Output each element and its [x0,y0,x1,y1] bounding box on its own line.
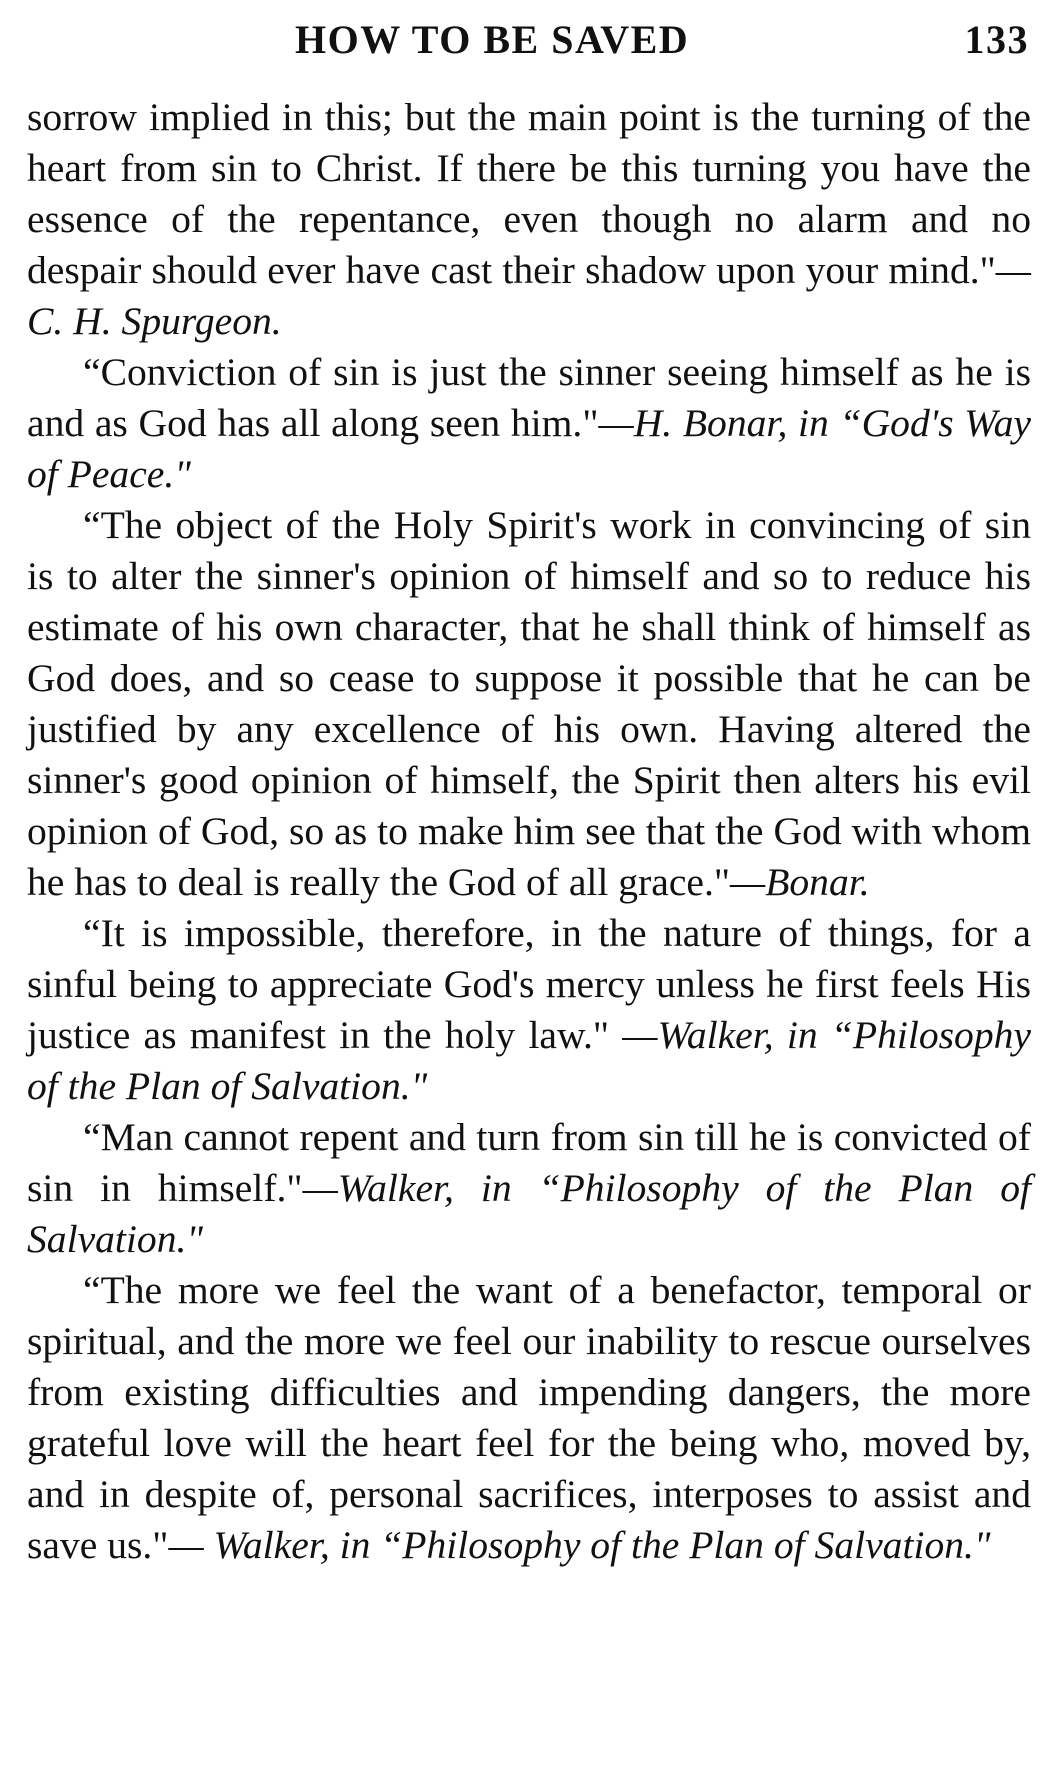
quote-text: “It is impossible, therefore, in the nature of things, for a sinful being to appreciate God's mercy unless he first feels His justice as manifest in the holy law." [27,911,1031,1057]
citation: —C. H. Spurgeon. [27,248,1031,343]
quote-text: sorrow implied in this; but the main point is the turning of the heart from sin to Christ. If there be this turning you have the essence of the repentance, even though no alarm and no despair should ever have cast their shadow upon your mind." [27,95,1031,292]
citation: —Walker, in “Philosophy of the Plan of Salvation." [27,1166,1031,1261]
running-head [27,16,1031,86]
quote-text: “The object of the Holy Spirit's work in convincing of sin is to alter the sinner's opinion of himself and so to reduce his estimate of his own character, that he shall think of himself as God does, and so cease to suppose it possible that he can be justified by any excellence of his own. Having altered the sinner's good opinion of himself, the Spirit then alters his evil opinion of God, so as to make him see that the God with whom he has to deal is really the God of all grace." [27,503,1031,904]
paragraph [27,92,1031,347]
body-text [27,92,1031,1571]
paragraph [27,500,1031,908]
paragraph [27,1112,1031,1265]
paragraph [27,347,1031,500]
quote-text: “Conviction of sin is just the sinner seeing himself as he is and as God has all along seen him." [27,350,1031,445]
page-number: 133 [964,17,1029,62]
citation: —H. Bonar, in “God's Way of Peace." [27,401,1032,496]
citation: — Walker, in “Philosophy of the Plan of Salvation." [168,1523,991,1567]
paragraph [27,908,1031,1112]
citation: —Walker, in “Philosophy of the Plan of Salvation." [27,1013,1031,1108]
quote-text: “The more we feel the want of a benefactor, temporal or spiritual, and the more we feel our inability to rescue ourselves from existing difficulties and impending dangers, the more grateful love will the heart feel for the being who, moved by, and in despite of, personal sacrifices, interposes to assist and save us." [27,1268,1031,1567]
quote-text: “Man cannot repent and turn from sin till he is convicted of sin in himself." [27,1115,1031,1210]
running-title: HOW TO BE SAVED [295,17,690,62]
paragraph [27,1265,1031,1571]
citation: —Bonar. [730,860,870,904]
